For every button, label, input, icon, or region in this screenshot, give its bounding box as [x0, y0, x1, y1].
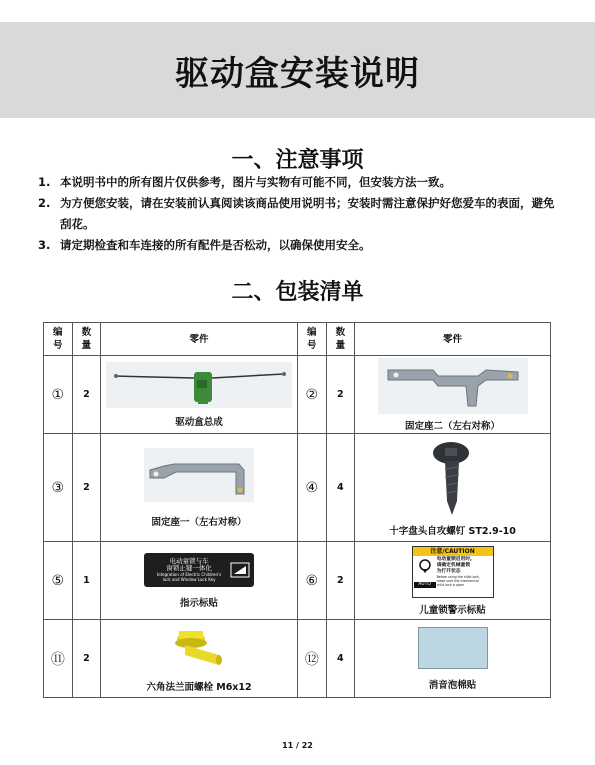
part-cell [101, 434, 298, 542]
self-tapping-screw-icon [423, 439, 483, 519]
part-cell [101, 620, 298, 698]
part-name: 六角法兰面螺栓 M6x12 [146, 681, 252, 693]
sticker-text: 为打开状态 [436, 568, 461, 574]
part-cell [101, 356, 298, 434]
header-part: 零件 [101, 323, 298, 356]
table-row [44, 620, 551, 698]
indicator-sticker-icon [144, 553, 254, 587]
table-row [44, 434, 551, 542]
table-header-row [44, 323, 551, 356]
mount-bracket-one-icon [144, 448, 254, 502]
page-title: 驱动盒安装说明 [175, 53, 420, 94]
item-number: ⑪ [44, 620, 73, 698]
note-number: 1. [38, 175, 51, 189]
item-number: ⑥ [297, 542, 326, 620]
header-qty: 数量 [72, 323, 101, 356]
header-no: 编号 [44, 323, 73, 356]
sticker-text: child lock is open [436, 582, 465, 587]
sticker-text: make sure the mechanical [436, 578, 479, 583]
item-quantity: 2 [72, 356, 101, 434]
item-quantity: 2 [326, 542, 355, 620]
packing-list-table [43, 322, 551, 698]
title-band [0, 22, 595, 118]
child-lock-icon [416, 557, 434, 579]
part-cell [101, 542, 298, 620]
section-title-notes: 一、注意事项 [231, 148, 364, 173]
note-text: 本说明书中的所有图片仅供参考，图片与实物有可能不同，但安装方法一致。 [60, 175, 451, 189]
window-switch-icon [230, 562, 250, 578]
header-part: 零件 [355, 323, 551, 356]
item-quantity: 4 [326, 434, 355, 542]
sticker-text: Integration of Electric Children's [156, 571, 222, 577]
part-name: 十字盘头自攻螺钉 ST2.9-10 [389, 525, 516, 537]
part-cell [355, 620, 551, 698]
flange-bolt-icon [169, 625, 229, 675]
note-item [38, 193, 558, 235]
auto-label: AUTO [414, 582, 436, 588]
part-cell [355, 434, 551, 542]
item-quantity: 4 [326, 620, 355, 698]
foam-pad-icon [418, 627, 488, 669]
note-item [38, 235, 558, 256]
page-number: 11 / 22 [282, 741, 313, 750]
item-quantity: 2 [72, 434, 101, 542]
sticker-header: 注意/CAUTION [413, 547, 493, 556]
sticker-text: 电动童锁与车 [169, 556, 209, 565]
drive-box-assembly-icon [106, 362, 292, 408]
item-number: ② [297, 356, 326, 434]
section-title-packing-list: 二、包装清单 [231, 280, 364, 305]
sticker-text: lock and Window Lock Key [162, 576, 216, 582]
part-name: 固定座一（左右对称） [151, 516, 247, 528]
table-row [44, 356, 551, 434]
header-qty: 数量 [326, 323, 355, 356]
warning-sticker-icon [412, 546, 494, 598]
item-quantity: 2 [326, 356, 355, 434]
note-text: 请定期检查和车连接的所有配件是否松动，以确保使用安全。 [60, 238, 371, 252]
header-no: 编号 [297, 323, 326, 356]
table-row [44, 542, 551, 620]
part-name: 消音泡棉贴 [428, 679, 477, 691]
part-cell [355, 542, 551, 620]
note-item [38, 172, 558, 193]
sticker-text: 请确定机械童锁 [436, 562, 471, 568]
notes-list [38, 172, 558, 256]
part-name: 儿童锁警示标贴 [419, 604, 486, 616]
item-number: ⑤ [44, 542, 73, 620]
note-text: 为方便您安装，请在安装前认真阅读该商品使用说明书；安装时需注意保护好您爱车的表面，避免刮花。 [60, 196, 555, 231]
mount-bracket-two-icon [378, 358, 528, 414]
item-number: ① [44, 356, 73, 434]
sticker-text: 电动童锁启用时, [436, 556, 472, 562]
note-number: 2. [38, 196, 51, 210]
part-cell [355, 356, 551, 434]
note-number: 3. [38, 238, 51, 252]
part-name: 驱动盒总成 [175, 416, 223, 428]
item-quantity: 1 [72, 542, 101, 620]
item-number: ④ [297, 434, 326, 542]
sticker-text: Before using the child lock, [436, 574, 480, 579]
item-quantity: 2 [72, 620, 101, 698]
part-name: 固定座二（左右对称） [405, 420, 501, 432]
item-number: ⑫ [297, 620, 326, 698]
part-name: 指示标贴 [180, 597, 219, 609]
sticker-text: 窗锁止键一体化 [166, 563, 212, 572]
item-number: ③ [44, 434, 73, 542]
